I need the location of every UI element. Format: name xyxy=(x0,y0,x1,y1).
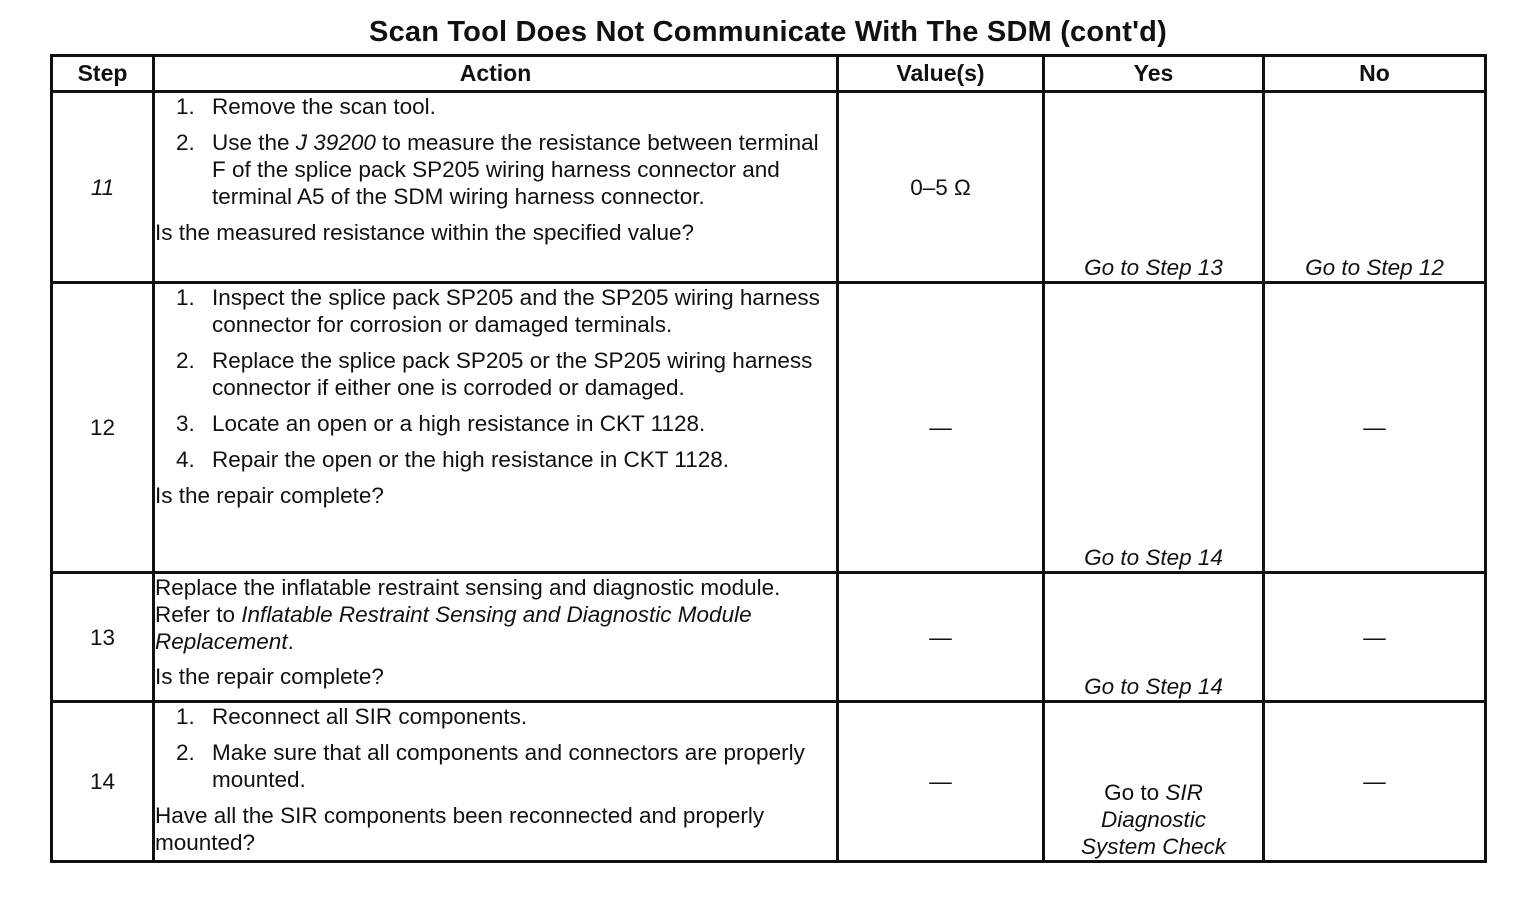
yes-cell: Go to Step 14 xyxy=(1044,573,1264,702)
step-number: 14 xyxy=(52,702,154,862)
action-item-text: Inspect the splice pack SP205 and the SP205 wiring harness connector for corrosion or damaged terminals. xyxy=(212,285,820,337)
yes-cell: Go to Step 14 xyxy=(1044,283,1264,573)
action-item-number: 2. xyxy=(176,348,195,373)
step-number: 11 xyxy=(52,92,154,283)
table-row-step-12 xyxy=(52,283,1486,573)
action-item-number: 2. xyxy=(176,740,195,765)
action-item-number: 1. xyxy=(176,704,195,729)
action-question: Have all the SIR components been reconnected and properly mounted? xyxy=(155,803,765,855)
action-cell xyxy=(154,283,838,573)
step-number: 12 xyxy=(52,283,154,573)
table-row-step-11 xyxy=(52,92,1486,283)
value-cell: — xyxy=(838,573,1044,702)
action-item-text: Replace the splice pack SP205 or the SP205 wiring harness connector if either one is corroded or damaged. xyxy=(212,348,813,400)
table-row-step-14 xyxy=(52,702,1486,862)
action-item-number: 2. xyxy=(176,130,195,155)
action-cell xyxy=(154,92,838,283)
action-item-text: Make sure that all components and connectors are properly mounted. xyxy=(212,740,805,792)
action-item xyxy=(155,703,836,730)
no-cell: — xyxy=(1264,283,1486,573)
value-cell: 0–5 Ω xyxy=(838,92,1044,283)
table-row-step-13 xyxy=(52,573,1486,702)
action-item-number: 1. xyxy=(176,94,195,119)
action-item-number: 4. xyxy=(176,447,195,472)
procedure-reference: Inflatable Restraint Sensing and Diagnostic Module Replacement xyxy=(155,602,752,654)
no-cell: — xyxy=(1264,702,1486,862)
action-item-text: to measure the resistance between terminal F of the splice pack SP205 wiring harness connector and terminal A5 of the SDM wiring harness connector. xyxy=(212,130,819,209)
yes-cell xyxy=(1044,702,1264,862)
tool-reference: J 39200 xyxy=(295,130,376,155)
action-item xyxy=(155,93,836,120)
action-item xyxy=(155,739,836,793)
action-item-text: Repair the open or the high resistance in CKT 1128. xyxy=(212,447,729,472)
page-title: Scan Tool Does Not Communicate With The SDM (cont'd) xyxy=(369,16,1167,48)
action-question: Is the measured resistance within the specified value? xyxy=(155,220,695,245)
action-item xyxy=(155,446,836,473)
action-list xyxy=(155,93,836,210)
value-cell: — xyxy=(838,702,1044,862)
header-no: No xyxy=(1264,56,1486,92)
action-item-text: Remove the scan tool. xyxy=(212,94,436,119)
header-action: Action xyxy=(154,56,838,92)
action-item-number: 1. xyxy=(176,285,195,310)
action-list xyxy=(155,703,836,793)
table-header-row xyxy=(52,56,1486,92)
no-cell: Go to Step 12 xyxy=(1264,92,1486,283)
action-text: Replace the inflatable restraint sensing and diagnostic module. Refer to xyxy=(155,575,781,627)
header-step: Step xyxy=(52,56,154,92)
action-item-number: 3. xyxy=(176,411,195,436)
action-paragraph xyxy=(155,574,836,655)
action-item xyxy=(155,129,836,210)
yes-cell: Go to Step 13 xyxy=(1044,92,1264,283)
action-item xyxy=(155,284,836,338)
header-yes: Yes xyxy=(1044,56,1264,92)
action-question: Is the repair complete? xyxy=(155,483,384,508)
action-item-text: Use the xyxy=(212,130,296,155)
step-number: 13 xyxy=(52,573,154,702)
diagnostic-table xyxy=(50,54,1487,863)
action-item xyxy=(155,347,836,401)
action-question: Is the repair complete? xyxy=(155,664,384,689)
action-item xyxy=(155,410,836,437)
value-cell: — xyxy=(838,283,1044,573)
action-list xyxy=(155,284,836,473)
procedure-reference: SIR Diagnostic System Check xyxy=(1080,780,1227,859)
action-cell xyxy=(154,702,838,862)
action-cell xyxy=(154,573,838,702)
yes-text: Go to xyxy=(1104,780,1166,805)
action-item-text: Locate an open or a high resistance in CKT 1128. xyxy=(212,411,706,436)
action-text: . xyxy=(287,629,294,654)
action-item-text: Reconnect all SIR components. xyxy=(212,704,528,729)
no-cell: — xyxy=(1264,573,1486,702)
header-values: Value(s) xyxy=(838,56,1044,92)
